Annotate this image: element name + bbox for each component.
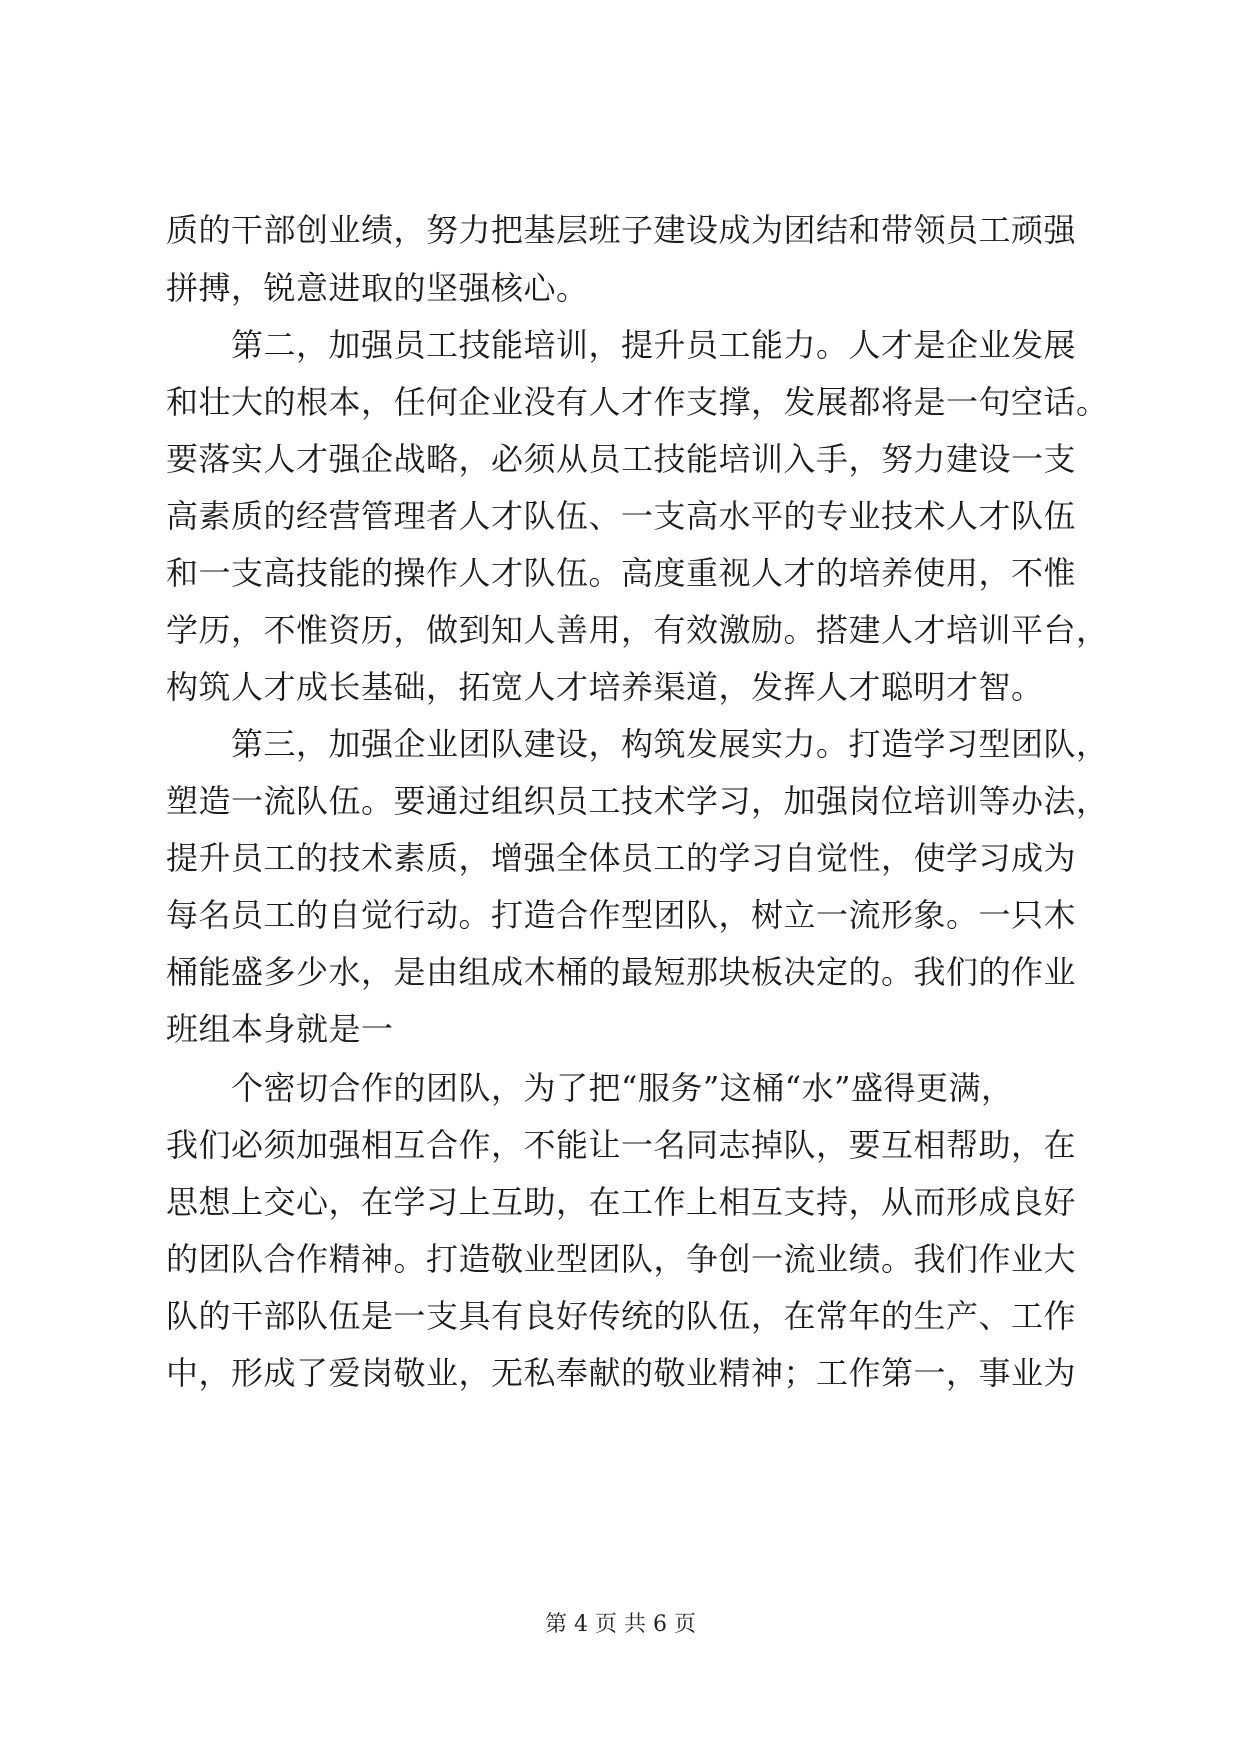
paragraph-first-line: 个密切合作的团队，为了把“服务”这桶“水”盛得更满， bbox=[231, 1069, 1014, 1107]
body-text-line: 队的干部队伍是一支具有良好传统的队伍，在常年的生产、工作 bbox=[166, 1297, 1077, 1335]
body-text-line: 中，形成了爱岗敬业，无私奉献的敬业精神；工作第一，事业为 bbox=[166, 1354, 1077, 1392]
body-text-line: 构筑人才成长基础，拓宽人才培养渠道，发挥人才聪明才智。 bbox=[166, 668, 1044, 706]
body-text-line: 高素质的经营管理者人才队伍、一支高水平的专业技术人才队伍 bbox=[166, 497, 1077, 535]
body-text-line: 要落实人才强企战略，必须从员工技能培训入手，努力建设一支 bbox=[166, 440, 1077, 478]
body-text-line: 拼搏，锐意进取的坚强核心。 bbox=[166, 269, 589, 307]
body-text-line: 桶能盛多少水，是由组成木桶的最短那块板决定的。我们的作业 bbox=[166, 953, 1077, 991]
paragraph-first-line: 第三，加强企业团队建设，构筑发展实力。打造学习型团队， bbox=[231, 725, 1109, 763]
body-text-line: 提升员工的技术素质，增强全体员工的学习自觉性，使学习成为 bbox=[166, 839, 1077, 877]
body-text-line: 塑造一流队伍。要通过组织员工技术学习，加强岗位培训等办法， bbox=[166, 782, 1109, 820]
body-text-line: 思想上交心，在学习上互助，在工作上相互支持，从而形成良好 bbox=[166, 1183, 1077, 1221]
body-text-line: 和壮大的根本，任何企业没有人才作支撑，发展都将是一句空话。 bbox=[166, 383, 1109, 421]
paragraph-first-line: 第二，加强员工技能培训，提升员工能力。人才是企业发展 bbox=[231, 326, 1077, 364]
body-text-line: 学历，不惟资历，做到知人善用，有效激励。搭建人才培训平台， bbox=[166, 611, 1109, 649]
body-text-line: 和一支高技能的操作人才队伍。高度重视人才的培养使用，不惟 bbox=[166, 554, 1077, 592]
body-text-line: 质的干部创业绩，努力把基层班子建设成为团结和带领员工顽强 bbox=[166, 211, 1077, 249]
page-number-footer: 第 4 页 共 6 页 bbox=[545, 1612, 696, 1637]
body-text-line: 我们必须加强相互合作，不能让一名同志掉队，要互相帮助，在 bbox=[166, 1126, 1077, 1164]
body-text-line: 每名员工的自觉行动。打造合作型团队，树立一流形象。一只木 bbox=[166, 896, 1077, 934]
body-text-line: 的团队合作精神。打造敬业型团队，争创一流业绩。我们作业大 bbox=[166, 1240, 1077, 1278]
body-text-line: 班组本身就是一 bbox=[166, 1010, 394, 1048]
